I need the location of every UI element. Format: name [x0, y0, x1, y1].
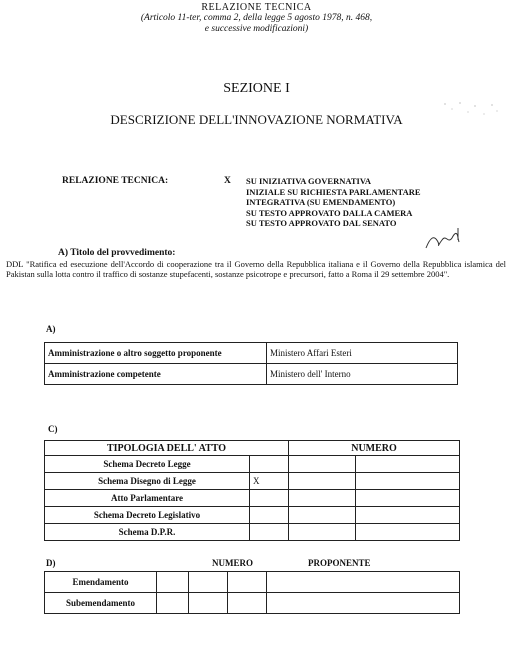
relazione-option: SU TESTO APPROVATO DAL SENATO — [246, 218, 397, 228]
table-cell — [228, 572, 267, 593]
table-row — [45, 507, 460, 524]
section-d-table — [44, 571, 460, 614]
table-cell — [189, 572, 228, 593]
table-cell — [267, 593, 460, 614]
table-row — [45, 473, 460, 490]
numero-cell — [356, 473, 460, 490]
col-header-numero: NUMERO — [289, 441, 460, 456]
table-row — [45, 456, 460, 473]
tipologia-mark — [250, 507, 289, 524]
table-cell — [189, 593, 228, 614]
table-row — [45, 490, 460, 507]
relazione-option: SU TESTO APPROVATO DALLA CAMERA — [246, 207, 413, 218]
subtitle-line-1: (Articolo 11-ter, comma 2, della legge 5 agosto 1978, n. 468, — [140, 13, 373, 23]
col-header-proponente: PROPONENTE — [308, 558, 371, 568]
table-row — [45, 343, 458, 364]
tipologia-name: Schema Decreto Legge — [45, 456, 250, 473]
relazione-option: INIZIALE SU RICHIESTA PARLAMENTARE — [246, 186, 421, 197]
table-header-row — [45, 441, 460, 456]
table-cell-value: Ministero Affari Esteri — [267, 343, 458, 364]
numero-cell — [289, 456, 356, 473]
table-cell-label: Amministrazione o altro soggetto proponente — [45, 343, 267, 364]
tipologia-name: Schema Disegno di Legge — [45, 473, 250, 490]
numero-cell — [356, 490, 460, 507]
table-row — [45, 593, 460, 614]
handwritten-annotation — [424, 226, 464, 252]
table-cell — [157, 572, 189, 593]
section-c-table — [44, 440, 460, 541]
table-cell-label: Amministrazione competente — [45, 364, 267, 385]
tipologia-mark — [250, 490, 289, 507]
relazione-mark: X — [224, 176, 231, 186]
numero-cell — [289, 490, 356, 507]
relazione-option: SU INIZIATIVA GOVERNATIVA — [246, 176, 372, 186]
section-c-label: C) — [48, 424, 58, 434]
tipologia-name: Atto Parlamentare — [45, 490, 250, 507]
tipologia-name: Schema Decreto Legislativo — [45, 507, 250, 524]
tipologia-mark — [250, 524, 289, 541]
section-heading: SEZIONE I — [223, 81, 290, 96]
numero-cell — [356, 456, 460, 473]
document-title: RELAZIONE TECNICA — [201, 2, 312, 13]
table-row — [45, 524, 460, 541]
tipologia-name: Schema D.P.R. — [45, 524, 250, 541]
relazione-label: RELAZIONE TECNICA: — [62, 176, 169, 186]
subtitle-line-2: e successive modificazioni) — [204, 24, 309, 34]
relazione-options — [246, 176, 421, 229]
col-header-tipologia: TIPOLOGIA DELL' ATTO — [45, 441, 289, 456]
section-a-table — [44, 342, 458, 385]
relazione-option: INTEGRATIVA (SU EMENDAMENTO) — [246, 197, 396, 207]
section-subheading: DESCRIZIONE DELL'INNOVAZIONE NORMATIVA — [110, 112, 403, 127]
titolo-label: A) Titolo del provvedimento: — [58, 248, 176, 258]
table-cell — [228, 593, 267, 614]
numero-cell — [356, 524, 460, 541]
table-cell — [157, 593, 189, 614]
section-d-label: D) — [46, 558, 56, 568]
emendamento-name: Subemendamento — [45, 593, 157, 614]
numero-cell — [289, 473, 356, 490]
section-a-label: A) — [46, 324, 56, 334]
tipologia-mark: X — [250, 473, 289, 490]
table-cell — [267, 572, 460, 593]
table-cell-value: Ministero dell' Interno — [267, 364, 458, 385]
numero-cell — [356, 507, 460, 524]
col-header-numero: NUMERO — [212, 558, 253, 568]
table-row — [45, 364, 458, 385]
table-row — [45, 572, 460, 593]
tipologia-mark — [250, 456, 289, 473]
titolo-text: DDL "Ratifica ed esecuzione dell'Accordo di cooperazione tra il Governo della Repubblica italiana e il Governo della Repubblica islamica del Pakistan sulla lotta contro il traffico di sostanze stupefacenti, sostanze psicotrope e precursori, fatto a Roma il 29 settembre 2004". — [6, 259, 506, 279]
numero-cell — [289, 524, 356, 541]
emendamento-name: Emendamento — [45, 572, 157, 593]
document-subtitle — [0, 13, 513, 35]
numero-cell — [289, 507, 356, 524]
